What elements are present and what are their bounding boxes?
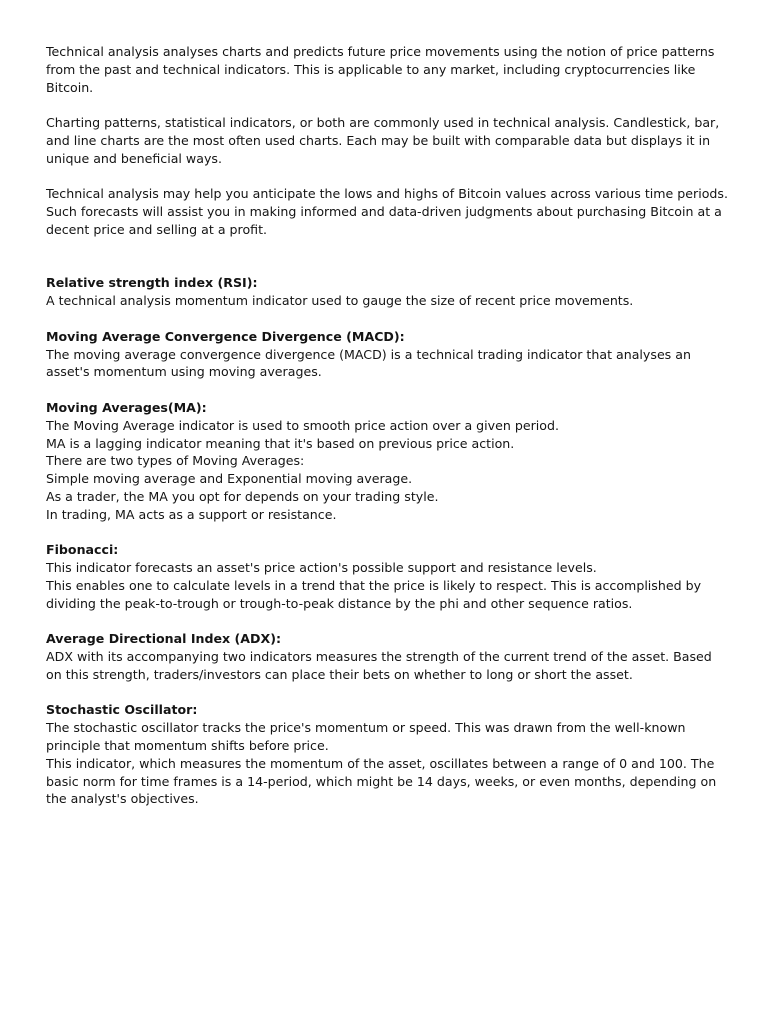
section-heading: Average Directional Index (ADX): — [46, 631, 282, 647]
section-heading: Moving Average Convergence Divergence (MACD): — [46, 328, 405, 344]
section-line: asset's momentum using moving averages. — [46, 364, 322, 380]
section-line: As a trader, the MA you opt for depends on your trading style. — [46, 488, 439, 504]
section-heading: Moving Averages(MA): — [46, 399, 207, 415]
paragraph-line: Such forecasts will assist you in making informed and data-driven judgments about purchasing Bitcoin at a — [46, 204, 722, 220]
section-rsi — [46, 274, 726, 310]
section-line: basic norm for time frames is a 14-period, which might be 14 days, weeks, or even months, depending on — [46, 773, 717, 789]
section-moving-averages — [46, 399, 726, 524]
section-heading: Stochastic Oscillator: — [46, 702, 198, 718]
section-line: This indicator forecasts an asset's price action's possible support and resistance levels. — [46, 560, 597, 576]
intro-paragraph-2 — [46, 114, 726, 167]
paragraph-line: Bitcoin. — [46, 79, 94, 95]
section-macd — [46, 328, 726, 381]
section-adx — [46, 630, 726, 683]
section-line: MA is a lagging indicator meaning that it's based on previous price action. — [46, 435, 515, 451]
section-line: dividing the peak-to-trough or trough-to-peak distance by the phi and other sequence ratios. — [46, 595, 633, 611]
section-line: There are two types of Moving Averages: — [46, 453, 305, 469]
section-line: The stochastic oscillator tracks the price's momentum or speed. This was drawn from the well-known — [46, 720, 686, 736]
paragraph-line: Technical analysis may help you anticipate the lows and highs of Bitcoin values across various time periods. — [46, 186, 728, 202]
section-line: ADX with its accompanying two indicators measures the strength of the current trend of the asset. Based — [46, 649, 712, 665]
section-line: The moving average convergence divergence (MACD) is a technical trading indicator that analyses an — [46, 346, 691, 362]
section-line: This enables one to calculate levels in a trend that the price is likely to respect. This is accomplished by — [46, 577, 702, 593]
blank-line — [46, 257, 726, 275]
paragraph-line: unique and beneficial ways. — [46, 150, 222, 166]
section-stochastic-oscillator — [46, 701, 726, 808]
section-line: This indicator, which measures the momentum of the asset, oscillates between a range of 0 and 100. The — [46, 755, 715, 771]
section-heading: Relative strength index (RSI): — [46, 275, 258, 291]
section-fibonacci — [46, 541, 726, 612]
section-line: the analyst's objectives. — [46, 791, 199, 807]
section-line: In trading, MA acts as a support or resistance. — [46, 506, 337, 522]
document-page — [46, 43, 726, 826]
section-line: The Moving Average indicator is used to smooth price action over a given period. — [46, 417, 559, 433]
section-line: principle that momentum shifts before price. — [46, 738, 329, 754]
paragraph-line: Charting patterns, statistical indicators, or both are commonly used in technical analysis. Candlestick, bar, — [46, 115, 720, 131]
section-heading: Fibonacci: — [46, 542, 119, 558]
intro-paragraph-3 — [46, 185, 726, 238]
section-line: on this strength, traders/investors can place their bets on whether to long or short the asset. — [46, 666, 633, 682]
paragraph-line: and line charts are the most often used charts. Each may be built with comparable data but displays it in — [46, 132, 711, 148]
intro-paragraph-1 — [46, 43, 726, 96]
paragraph-line: Technical analysis analyses charts and predicts future price movements using the notion of price patterns — [46, 44, 715, 59]
section-line: A technical analysis momentum indicator used to gauge the size of recent price movements. — [46, 293, 634, 309]
paragraph-line: decent price and selling at a profit. — [46, 221, 268, 237]
section-line: Simple moving average and Exponential moving average. — [46, 471, 413, 487]
paragraph-line: from the past and technical indicators. This is applicable to any market, including cryptocurrencies like — [46, 61, 696, 77]
